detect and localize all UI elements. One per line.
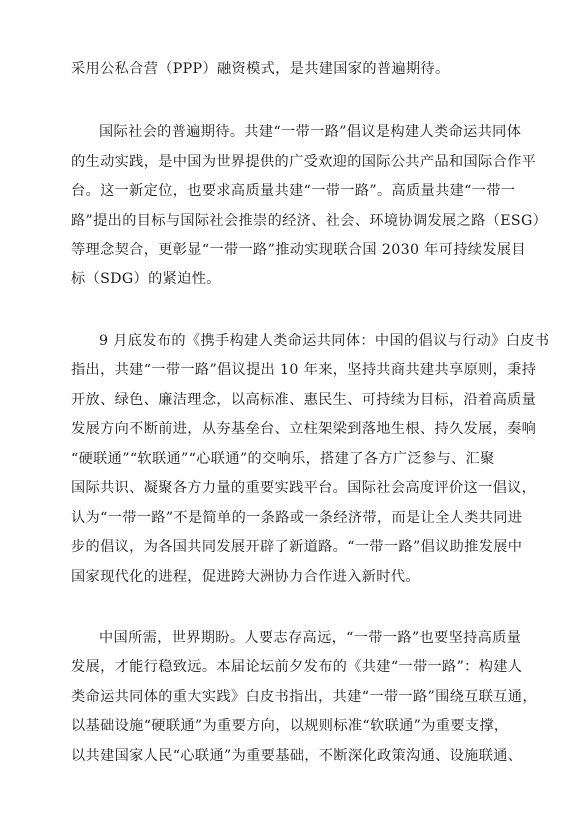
paragraph-3-line-2: 指出，共建“一带一路”倡议提出 10 年来，坚持共商共建共享原则，秉持 (71, 362, 537, 378)
paragraph-4-line-3: 类命运共同体的重大实践》白皮书指出，共建“一带一路”围绕互联互通， (71, 689, 537, 705)
paragraph-2-line-3: 台。这一新定位，也要求高质量共建“一带一路”。高质量共建“一带一 (71, 183, 516, 199)
paragraph-4-line-1: 中国所需，世界期盼。人要志存高远，“一带一路”也要坚持高质量 (99, 630, 522, 646)
paragraph-2-line-1: 国际社会的普遍期待。共建“一带一路”倡议是构建人类命运共同体 (99, 124, 522, 140)
paragraph-3-line-1: 9 月底发布的《携手构建人类命运共同体：中国的倡议与行动》白皮书 (99, 333, 550, 349)
paragraph-3-line-3: 开放、绿色、廉洁理念，以高标准、惠民生、可持续为目标，沿着高质量 (71, 392, 537, 408)
paragraph-3-line-6: 国际共识、凝聚各方力量的重要实践平台。国际社会高度评价这一倡议， (71, 480, 537, 496)
paragraph-2-line-6: 标（SDG）的紧迫性。 (71, 271, 221, 287)
paragraph-3-line-4: 发展方向不断前进，从夯基垒台、立柱架梁到落地生根、持久发展，奏响 (71, 421, 537, 437)
paragraph-3-line-8: 步的倡议，为各国共同发展开辟了新道路。“一带一路”倡议助推发展中 (71, 539, 523, 555)
paragraph-2-line-5: 等理念契合，更彰显“一带一路”推动实现联合国 2030 年可持续发展目 (71, 242, 526, 258)
paragraph-3-line-5: “硬联通”“软联通”“心联通”的交响乐，搭建了各方广泛参与、汇聚 (71, 451, 495, 467)
paragraph-4-line-4: 以基础设施“硬联通”为重要方向，以规则标准“软联通”为重要支撑， (71, 718, 509, 734)
paragraph-4-line-2: 发展，才能行稳致远。本届论坛前夕发布的《共建“一带一路”：构建人 (71, 659, 523, 675)
paragraph-4-line-5: 以共建国家人民“心联通”为重要基础，不断深化政策沟通、设施联通、 (71, 748, 523, 764)
paragraph-2-line-2: 的生动实践，是中国为世界提供的广受欢迎的国际公共产品和国际合作平 (71, 154, 537, 170)
paragraph-3-line-7: 认为“一带一路”不是简单的一条路或一条经济带，而是让全人类共同进 (71, 510, 523, 526)
paragraph-1-line-1: 采用公私合营（PPP）融资模式，是共建国家的普遍期待。 (71, 61, 450, 77)
paragraph-3-line-9: 国家现代化的进程，促进跨大洲协力合作进入新时代。 (71, 569, 420, 585)
paragraph-2-line-4: 路”提出的目标与国际社会推崇的经济、社会、环境协调发展之路（ESG） (71, 213, 548, 229)
